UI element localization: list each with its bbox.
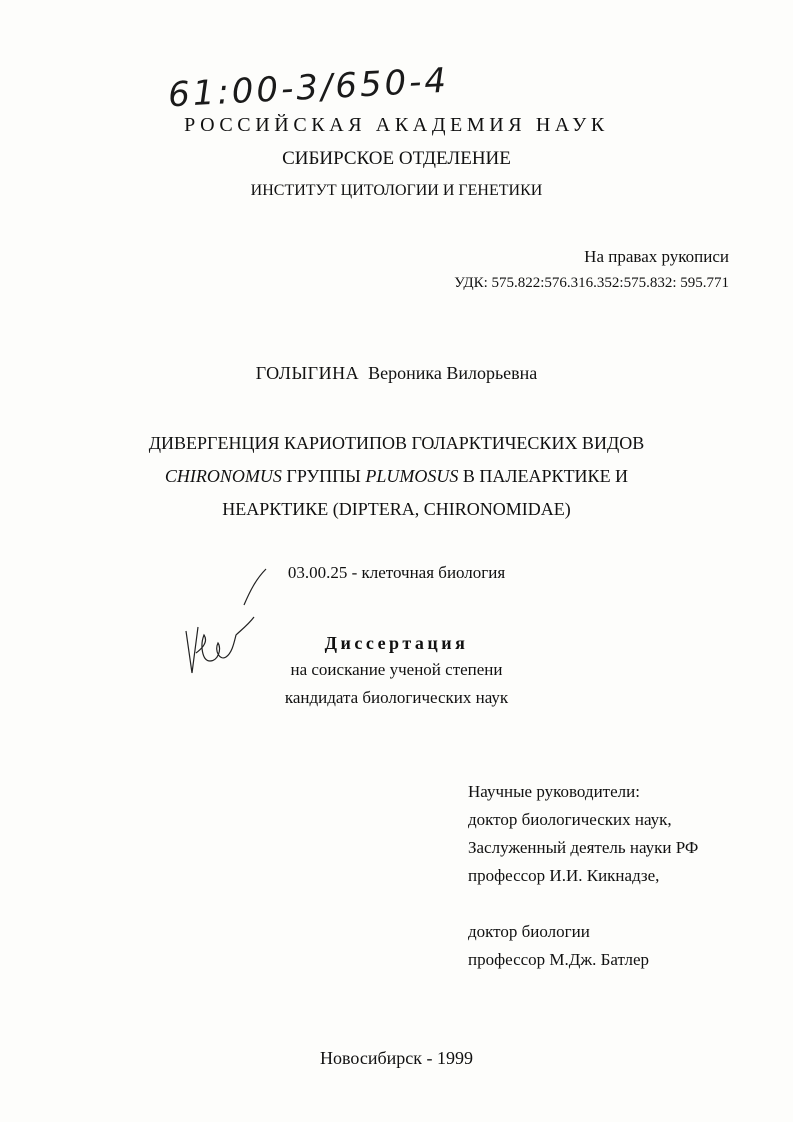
author-name <box>0 363 793 384</box>
supervisor-2-degree: доктор биологии <box>468 922 590 941</box>
udc-code: УДК: 575.822:576.316.352:575.832: 595.771 <box>454 275 729 291</box>
supervisor-2-name: профессор М.Дж. Батлер <box>468 950 650 969</box>
supervisors-label: Научные руководители: <box>468 782 640 801</box>
supervisor-1-name: профессор И.И. Кикнадзе, <box>468 866 660 885</box>
supervisors-block <box>468 778 698 974</box>
supervisor-1-title: Заслуженный деятель науки РФ <box>468 838 699 857</box>
title-line-2-rest: В ПАЛЕАРКТИКЕ И <box>462 466 629 486</box>
city-year: Новосибирск - 1999 <box>320 1048 473 1068</box>
title-line-2 <box>0 460 793 493</box>
author-given-names: Вероника Вилорьевна <box>368 363 538 383</box>
branch-name: СИБИРСКОЕ ОТДЕЛЕНИЕ <box>282 148 511 169</box>
institute-name: ИНСТИТУТ ЦИТОЛОГИИ И ГЕНЕТИКИ <box>250 182 543 199</box>
academy-name: РОССИЙСКАЯ АКАДЕМИЯ НАУК <box>184 114 609 136</box>
dissertation-title <box>0 427 793 526</box>
specialty-code: 03.00.25 - клеточная биология <box>287 563 506 582</box>
title-group: PLUMOSUS <box>365 466 459 486</box>
author-surname: ГОЛЫГИНА <box>255 363 360 383</box>
degree-line-1: на соискание ученой степени <box>290 660 503 679</box>
title-line-3: НЕАРКТИКЕ (DIPTERA, CHIRONOMIDAE) <box>222 499 571 519</box>
title-group-word: ГРУППЫ <box>286 466 361 486</box>
title-genus: CHIRONOMUS <box>164 466 282 486</box>
dissertation-heading: Диссертация <box>324 633 469 653</box>
supervisor-spacer <box>468 890 698 918</box>
handwritten-archive-number: 61:00-3/650-4 <box>167 60 450 116</box>
title-line-1: ДИВЕРГЕНЦИЯ КАРИОТИПОВ ГОЛАРКТИЧЕСКИХ ВИДОВ <box>148 433 645 453</box>
manuscript-rights: На правах рукописи <box>584 247 729 266</box>
degree-line-2: кандидата биологических наук <box>284 688 509 707</box>
supervisor-1-degree: доктор биологических наук, <box>468 810 672 829</box>
